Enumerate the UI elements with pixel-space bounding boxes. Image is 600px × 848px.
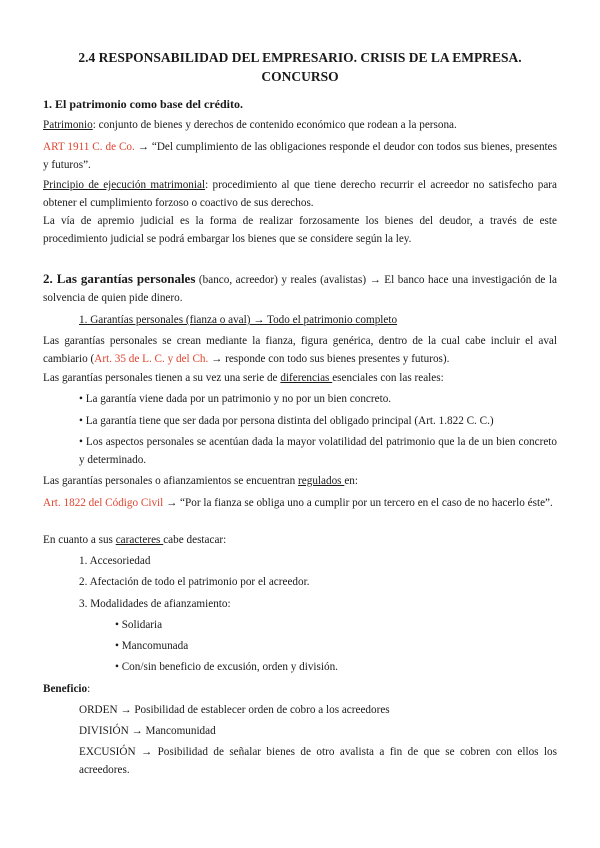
section2-heading-rest: (banco, acreedor) y reales (avalistas) → El banco hace una investigación de la solvencia de quien pide dinero. xyxy=(43,274,557,304)
art1822-paragraph xyxy=(43,494,557,512)
art1822-text: → “Por la fianza se obliga uno a cumplir por un tercero en el caso de no hacerlo éste”. xyxy=(163,497,553,509)
beneficio-label: Beneficio xyxy=(43,683,88,695)
apremio-paragraph: La vía de apremio judicial es la forma de realizar forzosamente los bienes del deudor, a través de este procedimiento judicial se podrá embargar los bienes que se considere según la ley. xyxy=(43,215,557,245)
diferencias-text-end: esenciales con las reales: xyxy=(332,372,444,384)
principio-term: Principio de ejecución matrimonial xyxy=(43,179,206,191)
section1-heading: 1. El patrimonio como base del crédito. xyxy=(43,97,243,111)
caracteres-text: En cuanto a sus xyxy=(43,534,116,546)
caracteres-term: caracteres xyxy=(115,534,164,546)
section2-heading-paragraph xyxy=(43,270,557,307)
beneficio-item-division: DIVISIÓN → Mancomunidad xyxy=(79,725,216,737)
regulados-text: Las garantías personales o afianzamientos se encuentran xyxy=(43,475,299,487)
patrimonio-definition: : conjunto de bienes y derechos de contenido económico que rodean a la persona. xyxy=(92,119,457,131)
modalidad-item: • Mancomunada xyxy=(115,640,189,652)
beneficio-item-excusion: EXCUSIÓN → Posibilidad de señalar bienes de otro avalista a fin de que se cobren con ellos los acreedores. xyxy=(79,746,557,776)
subsection-garantias-personales: 1. Garantías personales (fianza o aval) → Todo el patrimonio completo xyxy=(79,314,398,326)
caracter-item: 2. Afectación de todo el patrimonio por el acreedor. xyxy=(79,576,310,588)
beneficio-heading xyxy=(43,680,90,698)
diferencias-text: Las garantías personales tienen a su vez una serie de xyxy=(43,372,281,384)
patrimonio-term: Patrimonio xyxy=(43,119,93,131)
caracteres-text-end: cabe destacar: xyxy=(163,534,227,546)
diferencia-bullet: • La garantía viene dada por un patrimonio y no por un bien concreto. xyxy=(79,393,392,405)
caracter-item: 3. Modalidades de afianzamiento: xyxy=(79,598,231,610)
art1911-paragraph xyxy=(43,138,557,174)
art1911-quote: “Del cumplimiento de las obligaciones responde el deudor con todos sus bienes, presentes y futuros”. xyxy=(43,141,557,171)
page-title-line1: 2.4 RESPONSABILIDAD DEL EMPRESARIO. CRISIS DE LA EMPRESA. xyxy=(78,50,522,65)
caracteres-paragraph xyxy=(43,531,226,549)
beneficio-colon: : xyxy=(87,683,91,695)
diferencias-paragraph xyxy=(43,369,444,387)
section2-heading: 2. Las garantías personales xyxy=(43,271,196,286)
art35-reference: Art. 35 de L. C. y del Ch. xyxy=(94,353,209,365)
principio-definition: : procedimiento al que tiene derecho recurrir el acreedor no satisfecho para obtener el cumplimiento forzoso o coactivo de sus derechos. xyxy=(43,179,557,209)
diferencias-term: diferencias xyxy=(280,372,333,384)
regulados-term: regulados xyxy=(298,475,345,487)
art1911-reference: ART 1911 C. de Co. xyxy=(43,141,135,153)
modalidad-item: • Solidaria xyxy=(115,619,163,631)
regulados-paragraph xyxy=(43,472,358,490)
caracter-item: 1. Accesoriedad xyxy=(79,555,151,567)
page-title-line2: CONCURSO xyxy=(261,69,339,84)
diferencia-bullet: • La garantía tiene que ser dada por persona distinta del obligado principal (Art. 1.822 C. C.) xyxy=(79,415,494,427)
beneficio-item-orden: ORDEN → Posibilidad de establecer orden de cobro a los acreedores xyxy=(79,704,390,716)
modalidad-item: • Con/sin beneficio de excusión, orden y división. xyxy=(115,661,338,673)
garantias-text-end: → responde con todo sus bienes presentes y futuros). xyxy=(208,353,450,365)
garantias-paragraph xyxy=(43,332,557,368)
patrimonio-paragraph xyxy=(43,116,457,134)
art1822-reference: Art. 1822 del Código Civil xyxy=(43,497,164,509)
arrow: → xyxy=(134,141,152,153)
diferencia-bullet: • Los aspectos personales se acentúan dada la mayor volatilidad del patrimonio que la de un bien concreto y determinado. xyxy=(79,436,557,466)
regulados-text-end: en: xyxy=(344,475,358,487)
garantias-text: Las garantías personales se crean mediante la fianza, figura genérica, dentro de la cual cabe incluir el aval cambiario ( xyxy=(43,335,557,365)
principio-paragraph xyxy=(43,176,557,212)
